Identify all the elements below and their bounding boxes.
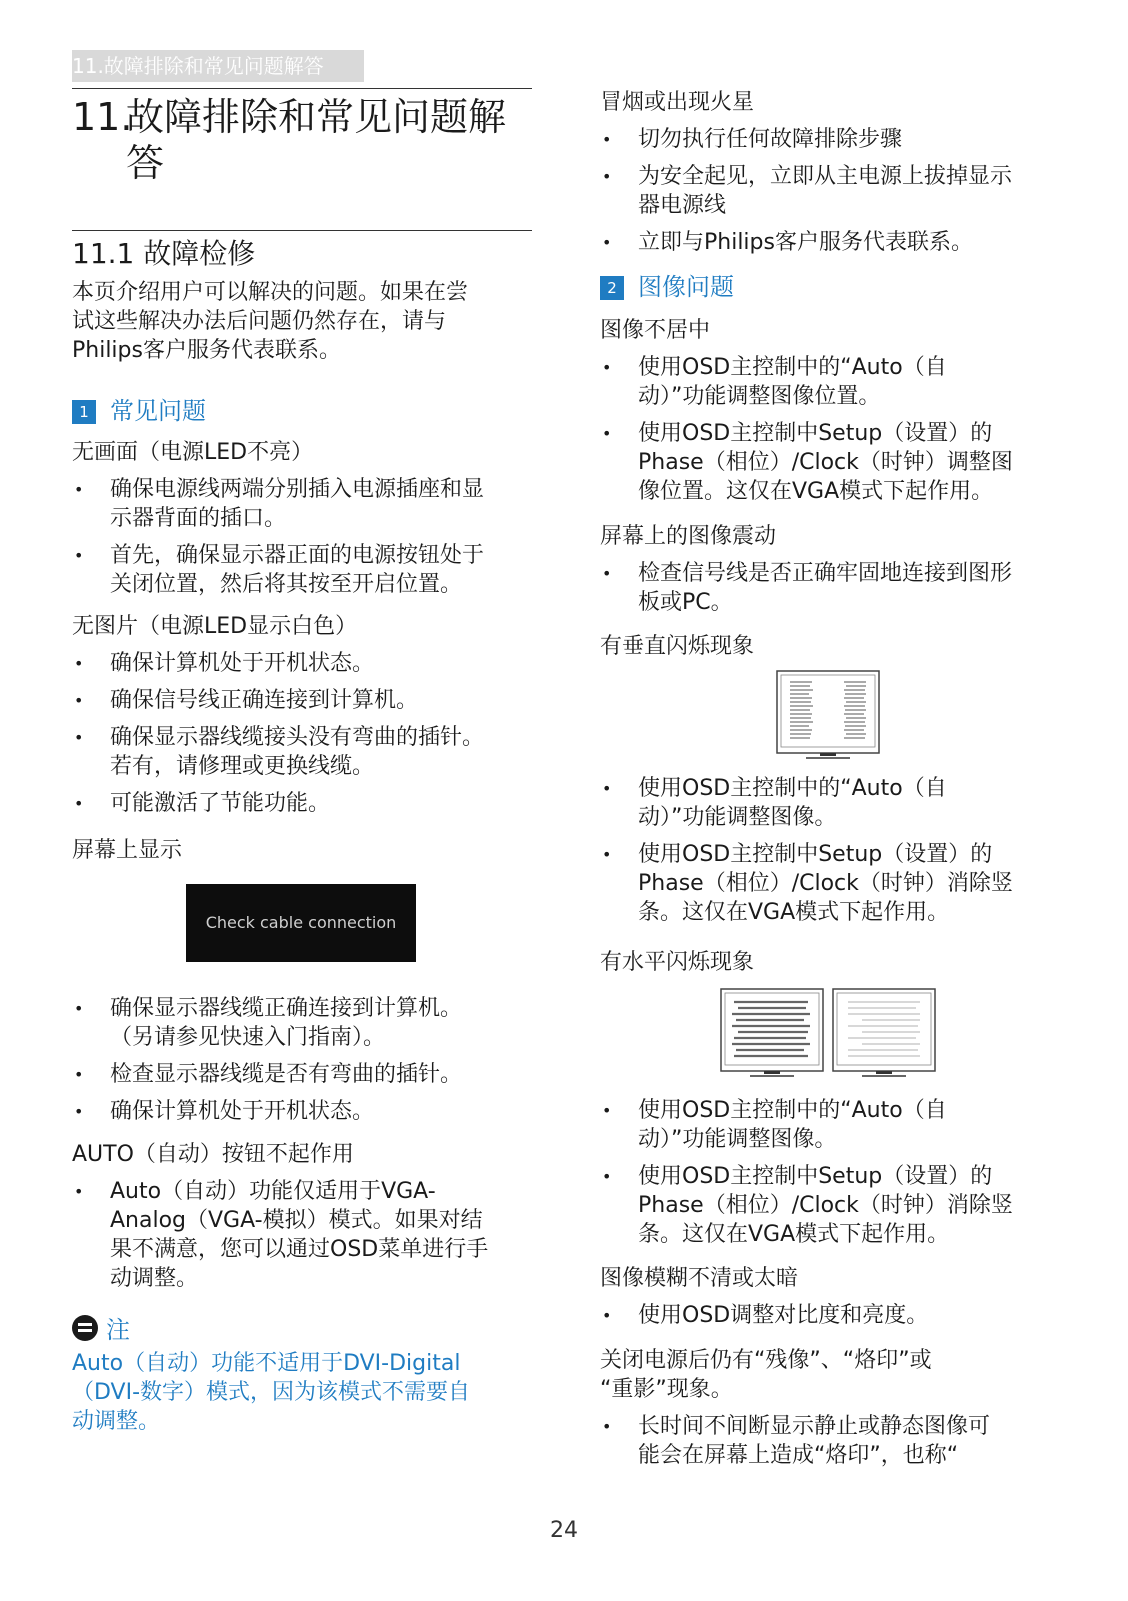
subheading: 有水平闪烁现象 (600, 950, 755, 975)
common-problems-heading (72, 396, 206, 426)
blurry-block (600, 1264, 1070, 1330)
subheading: 图像不居中 (600, 318, 711, 343)
list-item-line: • 使用OSD主控制中的“Auto（自 (638, 1098, 947, 1123)
intro-line: Philips客户服务代表联系。 (72, 338, 341, 363)
subheading: 无画面（电源LED不亮） (72, 440, 314, 465)
list-item-line: • 确保显示器线缆正确连接到计算机。 (110, 996, 463, 1021)
subheading: 有垂直闪烁现象 (600, 634, 755, 659)
list-item (600, 162, 1070, 220)
subheading: 屏幕上的图像震动 (600, 524, 777, 549)
list-item-line: • 使用OSD主控制中Setup（设置）的 (638, 842, 993, 867)
list-item (72, 1177, 542, 1293)
on-screen-heading (72, 836, 182, 865)
subheading: 无图片（电源LED显示白色） (72, 614, 358, 639)
intro-line: 本页介绍用户可以解决的问题。如果在尝 (72, 280, 469, 305)
list-item-line: 动）”功能调整图像位置。 (638, 384, 881, 409)
list-item (72, 994, 542, 1052)
list-item-line: 动调整。 (110, 1266, 199, 1291)
list-item-line: 器电源线 (638, 193, 727, 218)
list-item (72, 723, 542, 781)
intro-line: 试这些解决办法后问题仍然存在，请与 (72, 309, 447, 334)
page-number: 24 (550, 1518, 578, 1543)
title-rule-top (72, 88, 532, 89)
header-tab (72, 50, 364, 82)
list-item-line: 能会在屏幕上造成“烙印”，也称“ (638, 1443, 959, 1468)
list-item-line: • 使用OSD调整对比度和亮度。 (638, 1303, 929, 1328)
list-item-line: • 确保计算机处于开机状态。 (110, 651, 375, 676)
list-item (72, 475, 542, 533)
section-badge: 2 (600, 276, 624, 300)
list-item (72, 541, 542, 599)
list-item-line: 条。这仅在VGA模式下起作用。 (638, 1222, 950, 1247)
vertical-flicker-illustration (776, 670, 880, 760)
subheading: 关闭电源后仍有“残像”、“烙印”或 (600, 1348, 932, 1373)
subheading: “重影”现象。 (600, 1377, 733, 1402)
list-item-line: 果不满意，您可以通过OSD菜单进行手 (110, 1237, 489, 1262)
list-item-line: • 确保计算机处于开机状态。 (110, 1099, 375, 1124)
list-item-line: • 检查信号线是否正确牢固地连接到图形 (638, 561, 1013, 586)
subheading: 冒烟或出现火星 (600, 90, 755, 115)
list-item (600, 1096, 1070, 1154)
vibrates-block (600, 522, 1070, 617)
list-item-line: • 确保显示器线缆接头没有弯曲的插针。 (110, 725, 485, 750)
no-picture-led-white-block (72, 612, 542, 818)
list-item-line: • 确保电源线两端分别插入电源插座和显 (110, 477, 485, 502)
list-item (600, 1301, 1070, 1330)
section-rule (72, 230, 532, 231)
list-item-line: • 使用OSD主控制中的“Auto（自 (638, 776, 947, 801)
image-problems-title: 图像问题 (638, 273, 734, 301)
common-problems-title: 常见问题 (110, 397, 206, 425)
list-item (72, 1097, 542, 1126)
list-item-line: Analog（VGA-模拟）模式。如果对结 (110, 1208, 483, 1233)
section-title: 11.1 故障检修 (72, 237, 256, 270)
list-item-line: • 使用OSD主控制中的“Auto（自 (638, 355, 947, 380)
list-item-line: • 使用OSD主控制中Setup（设置）的 (638, 421, 993, 446)
list-item (72, 789, 542, 818)
check-cable-message: Check cable connection (205, 913, 397, 932)
chapter-title (72, 94, 532, 186)
note-label: 注 (106, 1316, 130, 1344)
auto-button-block (72, 1140, 542, 1293)
note-line: 动调整。 (72, 1409, 161, 1434)
list-item-line: • Auto（自动）功能仅适用于VGA- (110, 1179, 436, 1204)
list-item-line: • 检查显示器线缆是否有弯曲的插针。 (110, 1062, 463, 1087)
list-item-line: • 首先，确保显示器正面的电源按钮处于 (110, 543, 485, 568)
afterimage-block (600, 1346, 1070, 1470)
list-item-line: Phase（相位）/Clock（时钟）消除竖 (638, 871, 1013, 896)
subheading: 屏幕上显示 (72, 838, 183, 863)
check-cable-message-box (186, 884, 416, 962)
image-problems-heading (600, 272, 734, 302)
horizontal-flicker-illustration-right (832, 988, 936, 1078)
list-item (600, 353, 1070, 411)
note-line: Auto（自动）功能不适用于DVI-Digital (72, 1351, 461, 1376)
subheading: AUTO（自动）按钮不起作用 (72, 1142, 354, 1167)
list-item (600, 228, 1070, 257)
intro-paragraph (72, 278, 532, 365)
chapter-title-line2: 答 (126, 141, 165, 185)
list-item-line: 条。这仅在VGA模式下起作用。 (638, 900, 950, 925)
horizontal-flicker-list (600, 1096, 1070, 1249)
list-item (72, 686, 542, 715)
list-item-line: • 为安全起见，立即从主电源上拔掉显示 (638, 164, 1013, 189)
list-item (600, 1412, 1070, 1470)
subheading: 图像模糊不清或太暗 (600, 1266, 799, 1291)
chapter-title-line1: 故障排除和常见问题解 (126, 95, 507, 139)
list-item (600, 774, 1070, 832)
list-item (600, 419, 1070, 506)
section-badge: 1 (72, 400, 96, 424)
list-item-line: 像位置。这仅在VGA模式下起作用。 (638, 479, 994, 504)
no-picture-led-off-block (72, 438, 542, 599)
vertical-flicker-list (600, 774, 1070, 927)
list-item-line: • 长时间不间断显示静止或静态图像可 (638, 1414, 991, 1439)
list-item-line: Phase（相位）/Clock（时钟）调整图 (638, 450, 1013, 475)
list-item (600, 840, 1070, 927)
list-item-line: 关闭位置，然后将其按至开启位置。 (110, 572, 463, 597)
list-item (72, 1060, 542, 1089)
list-item-line: Phase（相位）/Clock（时钟）消除竖 (638, 1193, 1013, 1218)
list-item-line: 示器背面的插口。 (110, 506, 287, 531)
list-item-line: • 切勿执行任何故障排除步骤 (638, 127, 903, 152)
list-item-line: （另请参见快速入门指南）。 (110, 1025, 386, 1050)
on-screen-list (72, 994, 542, 1126)
list-item (72, 649, 542, 678)
list-item (600, 125, 1070, 154)
note-block (72, 1310, 542, 1436)
vertical-flicker-heading (600, 632, 754, 661)
list-item-line: 板或PC。 (638, 590, 733, 615)
smoke-block (600, 88, 1070, 257)
list-item-line: • 使用OSD主控制中Setup（设置）的 (638, 1164, 993, 1189)
note-line: （DVI-数字）模式，因为该模式不需要自 (72, 1380, 471, 1405)
horizontal-flicker-heading (600, 948, 754, 977)
list-item-line: 动）”功能调整图像。 (638, 805, 837, 830)
list-item-line: 动）”功能调整图像。 (638, 1127, 837, 1152)
header-tab-label: 11.故障排除和常见问题解答 (72, 54, 324, 78)
list-item (600, 1162, 1070, 1249)
list-item-line: • 立即与Philips客户服务代表联系。 (638, 230, 973, 255)
list-item (600, 559, 1070, 617)
list-item-line: 若有，请修理或更换线缆。 (110, 754, 375, 779)
note-icon (72, 1315, 98, 1341)
list-item-line: • 确保信号线正确连接到计算机。 (110, 688, 419, 713)
not-centered-block (600, 316, 1070, 506)
horizontal-flicker-illustration-left (720, 988, 824, 1078)
list-item-line: • 可能激活了节能功能。 (110, 791, 331, 816)
chapter-number: 11. (72, 95, 133, 139)
